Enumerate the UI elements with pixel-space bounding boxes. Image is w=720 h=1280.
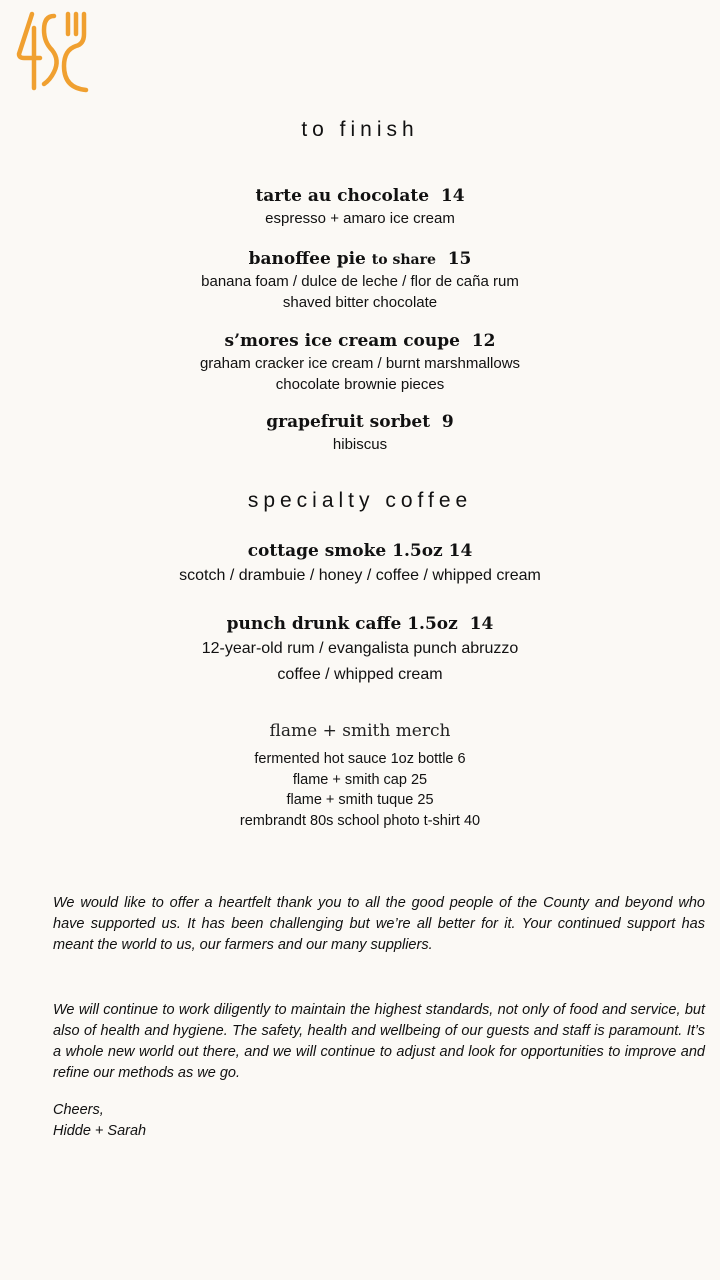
item-price: 14 [469, 614, 494, 634]
item-price: 14 [440, 186, 465, 206]
menu-item [0, 541, 720, 589]
item-desc: scotch / drambuie / honey / coffee / whipped cream [179, 567, 541, 584]
item-desc: banana foam / dulce de leche / flor de caña rum [201, 273, 519, 290]
menu-item [0, 412, 720, 455]
item-name: cottage smoke 1.5oz [247, 541, 443, 561]
item-price: 9 [441, 412, 454, 432]
item-desc: hibiscus [332, 436, 388, 453]
menu-item [0, 331, 720, 395]
item-name: punch drunk caffe 1.5oz [226, 614, 458, 634]
thank-you-paragraph: We would like to offer a heartfelt thank you to all the good people of the County and beyond who have supported us. It has been challenging but we’re all better for it. Your continued support has meant the world to us, our farmers and our many suppliers. [53, 895, 705, 953]
menu-item [0, 186, 720, 229]
item-name: grapefruit sorbet [266, 412, 431, 432]
item-desc: shaved bitter chocolate [282, 294, 438, 311]
item-name: banoffee pie [248, 249, 366, 269]
item-desc: graham cracker ice cream / burnt marshmallows [199, 355, 521, 372]
item-price: 15 [447, 249, 472, 269]
item-name-suffix: to share [371, 252, 436, 268]
section-title-finish: to finish [301, 118, 419, 141]
item-price: 12 [471, 331, 496, 351]
signature: Hidde + Sarah [53, 1123, 147, 1139]
merch-item: flame + smith tuque 25 [286, 792, 434, 808]
merch-item: fermented hot sauce 1oz bottle 6 [254, 751, 466, 767]
item-desc: chocolate brownie pieces [275, 376, 445, 393]
section-title-coffee: specialty coffee [247, 489, 473, 512]
item-desc: espresso + amaro ice cream [265, 210, 455, 227]
merch-list [0, 749, 720, 831]
menu-item [0, 249, 720, 313]
standards-paragraph: We will continue to work diligently to maintain the highest standards, not only of food and service, but also of health and hygiene. The safety, health and wellbeing of our guests and staff is paramount. It’s a whole new world out there, and we will continue to adjust and look for opportunities to improve and refine our methods as we go. [53, 1002, 705, 1081]
merch-title: flame + smith merch [269, 721, 451, 741]
item-name: tarte au chocolate [255, 186, 430, 206]
item-desc: coffee / whipped cream [277, 666, 443, 683]
fork-knife-logo-icon [14, 10, 90, 96]
item-price: 14 [448, 541, 473, 561]
item-name: s’mores ice cream coupe [224, 331, 460, 351]
closing: Cheers, [53, 1102, 104, 1118]
merch-item: flame + smith cap 25 [292, 771, 428, 788]
item-desc: 12-year-old rum / evangalista punch abruzzo [201, 640, 519, 657]
merch-item: rembrandt 80s school photo t-shirt 40 [239, 812, 481, 829]
menu-item [0, 614, 720, 688]
